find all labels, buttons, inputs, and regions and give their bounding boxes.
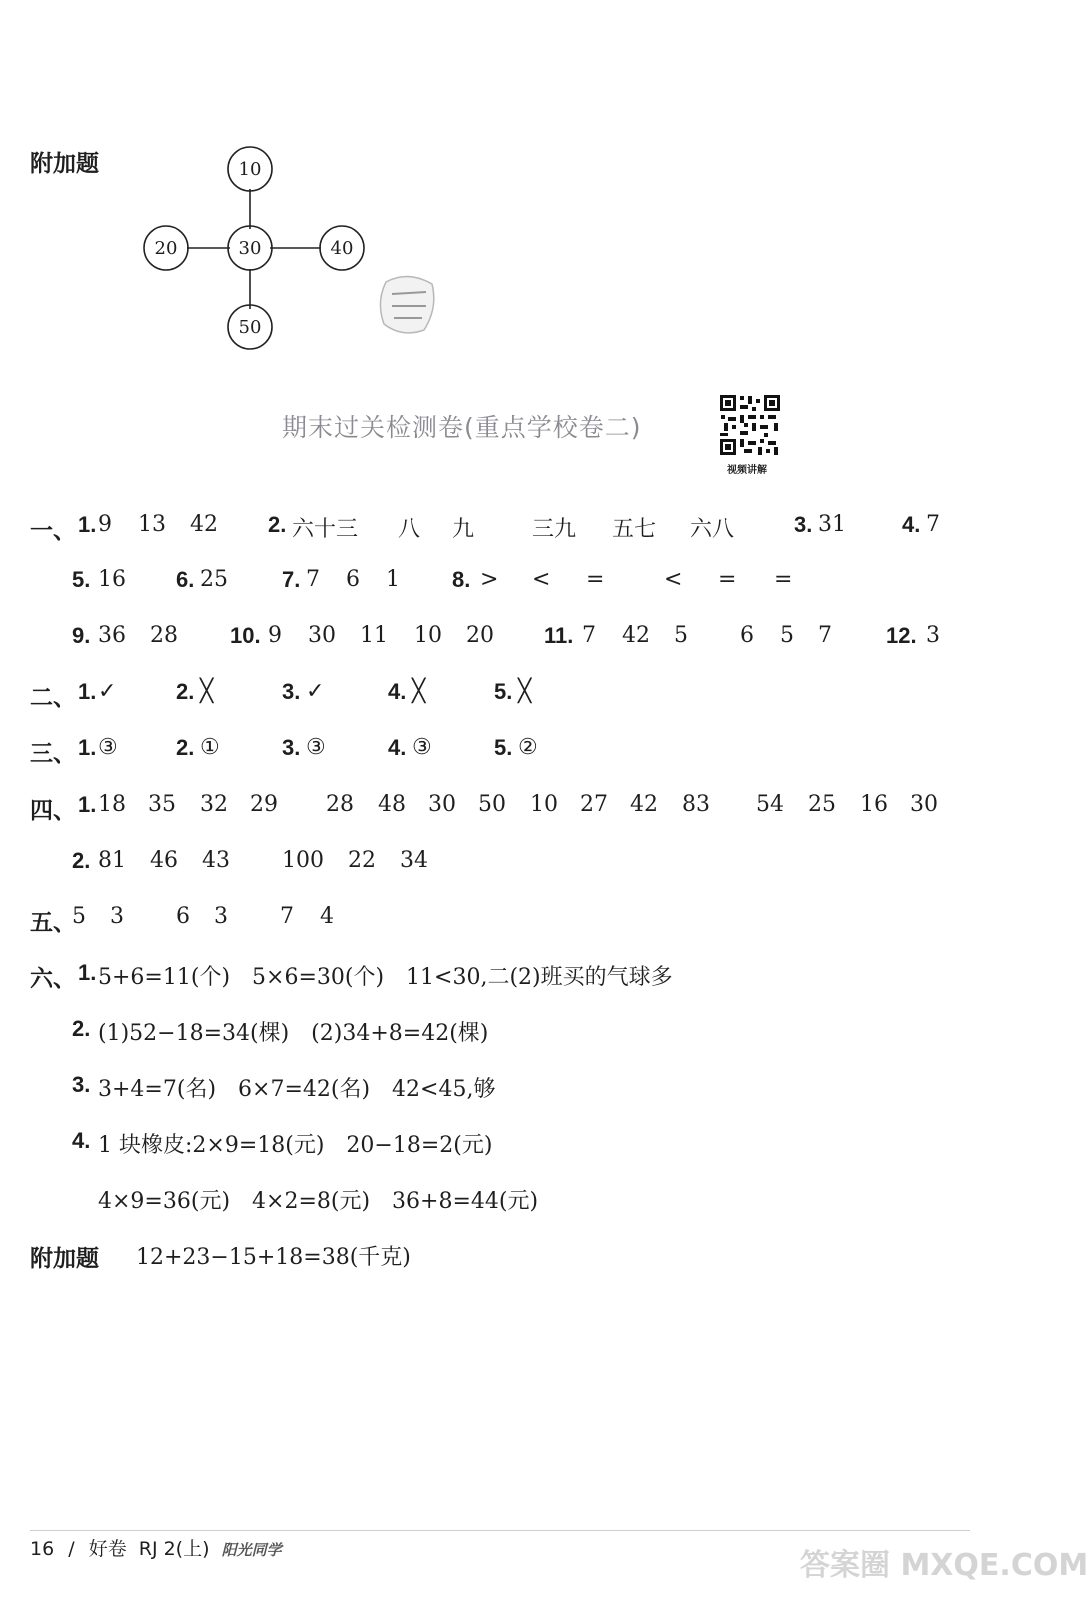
- answer: =: [718, 567, 737, 592]
- q-num: 3.: [282, 679, 301, 704]
- s1-row1: [0, 512, 1000, 546]
- q-num: 1.: [78, 960, 97, 985]
- q-num: 1.: [78, 512, 97, 537]
- circle-bottom-value: 50: [238, 317, 262, 338]
- answer: ╳: [518, 679, 532, 704]
- answer: 46: [150, 848, 178, 873]
- answer: 48: [378, 792, 406, 817]
- answer: 6: [176, 904, 190, 929]
- section-label: 五、: [30, 910, 76, 936]
- section-label: 四、: [30, 798, 76, 824]
- answer: ③: [412, 735, 432, 760]
- section-label: 六、: [30, 966, 76, 992]
- answer: 7: [818, 623, 832, 648]
- answer: 31: [818, 512, 846, 537]
- answer: >: [480, 567, 499, 592]
- answer: 八: [398, 517, 421, 542]
- section-label: 一、: [30, 518, 76, 544]
- answer: ✓: [306, 679, 325, 704]
- answer: <: [664, 567, 683, 592]
- qr-caption: 视频讲解: [727, 465, 767, 476]
- answer: 7: [582, 623, 596, 648]
- q-num: 2.: [268, 512, 287, 537]
- s5-row: [0, 904, 1000, 938]
- q-num: 2.: [72, 1016, 91, 1041]
- footer-separator: /: [68, 1538, 75, 1560]
- answer-line: 3+4=7(名) 6×7=42(名) 42<45,够: [98, 1077, 496, 1102]
- grade-label: RJ 2(上): [138, 1538, 210, 1560]
- q-num: 3.: [282, 735, 301, 760]
- answer: 25: [808, 792, 836, 817]
- q-num: 3.: [72, 1072, 91, 1097]
- page-number: 16: [30, 1538, 55, 1560]
- answer: 83: [682, 792, 710, 817]
- answer: 16: [98, 567, 126, 592]
- answer: ③: [306, 735, 326, 760]
- answer: 42: [190, 512, 218, 537]
- footer: [30, 1534, 282, 1561]
- section-label: 三、: [30, 741, 76, 767]
- answer: 六八: [690, 517, 735, 542]
- answer: 六十三: [292, 517, 359, 542]
- answer: 20: [466, 623, 494, 648]
- answer: ╳: [412, 679, 426, 704]
- answer: ①: [200, 735, 220, 760]
- q-num: 11.: [544, 623, 574, 648]
- q-num: 2.: [176, 679, 195, 704]
- q-num: 3.: [794, 512, 813, 537]
- answer: 3: [110, 904, 124, 929]
- footer-rule: [30, 1530, 970, 1531]
- brand-logo: 阳光同学: [221, 1541, 282, 1559]
- answer: 30: [308, 623, 336, 648]
- s6-q1: [0, 960, 1000, 994]
- answer: 81: [98, 848, 126, 873]
- q-num: 10.: [230, 623, 261, 648]
- q-num: 4.: [388, 735, 407, 760]
- qr-code-icon[interactable]: [718, 393, 782, 457]
- answer-line: 1 块橡皮:2×9=18(元) 20−18=2(元): [98, 1133, 493, 1158]
- answer: =: [586, 567, 605, 592]
- seal-stamp-icon: [378, 272, 438, 336]
- answer: 43: [202, 848, 230, 873]
- number-cross-diagram: [130, 135, 380, 365]
- answer: 11: [360, 623, 388, 648]
- s6-q2: [0, 1016, 1000, 1050]
- answer: 9: [268, 623, 282, 648]
- s4-row2: [0, 848, 1000, 882]
- answer: 10: [530, 792, 558, 817]
- s3-row: [0, 735, 1000, 769]
- answer: 32: [200, 792, 228, 817]
- watermark: 答案圈 MXQE.COM: [800, 1548, 1088, 1583]
- bonus-answer-row: [0, 1240, 1000, 1274]
- answer: 28: [150, 623, 178, 648]
- answer: 27: [580, 792, 608, 817]
- answer-line: 12+23−15+18=38(千克): [136, 1245, 411, 1270]
- answer: 6: [346, 567, 360, 592]
- answer: 34: [400, 848, 428, 873]
- answer: 36: [98, 623, 126, 648]
- answer: ②: [518, 735, 538, 760]
- answer: ③: [98, 735, 118, 760]
- answer: <: [532, 567, 551, 592]
- answer-line: (1)52−18=34(棵) (2)34+8=42(棵): [98, 1021, 489, 1046]
- answer: 16: [860, 792, 888, 817]
- answer: 九: [452, 517, 475, 542]
- answer: 1: [386, 567, 400, 592]
- q-num: 4.: [902, 512, 921, 537]
- answer: 4: [320, 904, 334, 929]
- answer: 29: [250, 792, 278, 817]
- answer: 22: [348, 848, 376, 873]
- answer: 7: [280, 904, 294, 929]
- q-num: 1.: [78, 792, 97, 817]
- q-num: 4.: [388, 679, 407, 704]
- answer: 35: [148, 792, 176, 817]
- q-num: 2.: [176, 735, 195, 760]
- q-num: 6.: [176, 567, 195, 592]
- s1-row2: [0, 567, 1000, 601]
- book-name: 好卷: [88, 1538, 127, 1560]
- exam-title: 期末过关检测卷(重点学校卷二): [282, 413, 642, 442]
- answer: 42: [622, 623, 650, 648]
- circle-top-value: 10: [238, 159, 262, 180]
- answer: 54: [756, 792, 784, 817]
- answer: 13: [138, 512, 166, 537]
- q-num: 12.: [886, 623, 917, 648]
- q-num: 8.: [452, 567, 471, 592]
- q-num: 5.: [72, 567, 91, 592]
- answer-line: 4×9=36(元) 4×2=8(元) 36+8=44(元): [98, 1189, 539, 1214]
- s4-row1: [0, 792, 1000, 826]
- bonus-heading-top: 附加题: [30, 151, 99, 177]
- answer: 3: [214, 904, 228, 929]
- answer: 三九: [532, 517, 577, 542]
- answer: 25: [200, 567, 228, 592]
- answer: 30: [910, 792, 938, 817]
- q-num: 4.: [72, 1128, 91, 1153]
- answer: ✓: [98, 679, 117, 704]
- answer: 100: [282, 848, 324, 873]
- q-num: 9.: [72, 623, 91, 648]
- s6-q4a: [0, 1128, 1000, 1162]
- bonus-heading: 附加题: [30, 1246, 99, 1272]
- circle-center-value: 30: [238, 238, 262, 259]
- answer: 5: [72, 904, 86, 929]
- answer: 42: [630, 792, 658, 817]
- answer: 7: [306, 567, 320, 592]
- answer: 7: [926, 512, 940, 537]
- q-num: 1.: [78, 679, 97, 704]
- q-num: 7.: [282, 567, 301, 592]
- answer: 50: [478, 792, 506, 817]
- answer: 5: [674, 623, 688, 648]
- s2-row: [0, 679, 1000, 713]
- s6-q3: [0, 1072, 1000, 1106]
- answer: ╳: [200, 679, 214, 704]
- answer: 28: [326, 792, 354, 817]
- s6-q4b: [0, 1184, 1000, 1218]
- answer: 10: [414, 623, 442, 648]
- q-num: 2.: [72, 848, 91, 873]
- circle-right-value: 40: [330, 238, 354, 259]
- q-num: 1.: [78, 735, 97, 760]
- answer: 18: [98, 792, 126, 817]
- answer: =: [774, 567, 793, 592]
- s1-row3: [0, 623, 1000, 657]
- answer-line: 5+6=11(个) 5×6=30(个) 11<30,二(2)班买的气球多: [98, 965, 673, 990]
- answer: 5: [780, 623, 794, 648]
- circle-left-value: 20: [154, 238, 178, 259]
- answer: 6: [740, 623, 754, 648]
- answer: 3: [926, 623, 940, 648]
- q-num: 5.: [494, 735, 513, 760]
- section-label: 二、: [30, 685, 76, 711]
- answer: 9: [98, 512, 112, 537]
- answer: 30: [428, 792, 456, 817]
- q-num: 5.: [494, 679, 513, 704]
- answer: 五七: [612, 517, 657, 542]
